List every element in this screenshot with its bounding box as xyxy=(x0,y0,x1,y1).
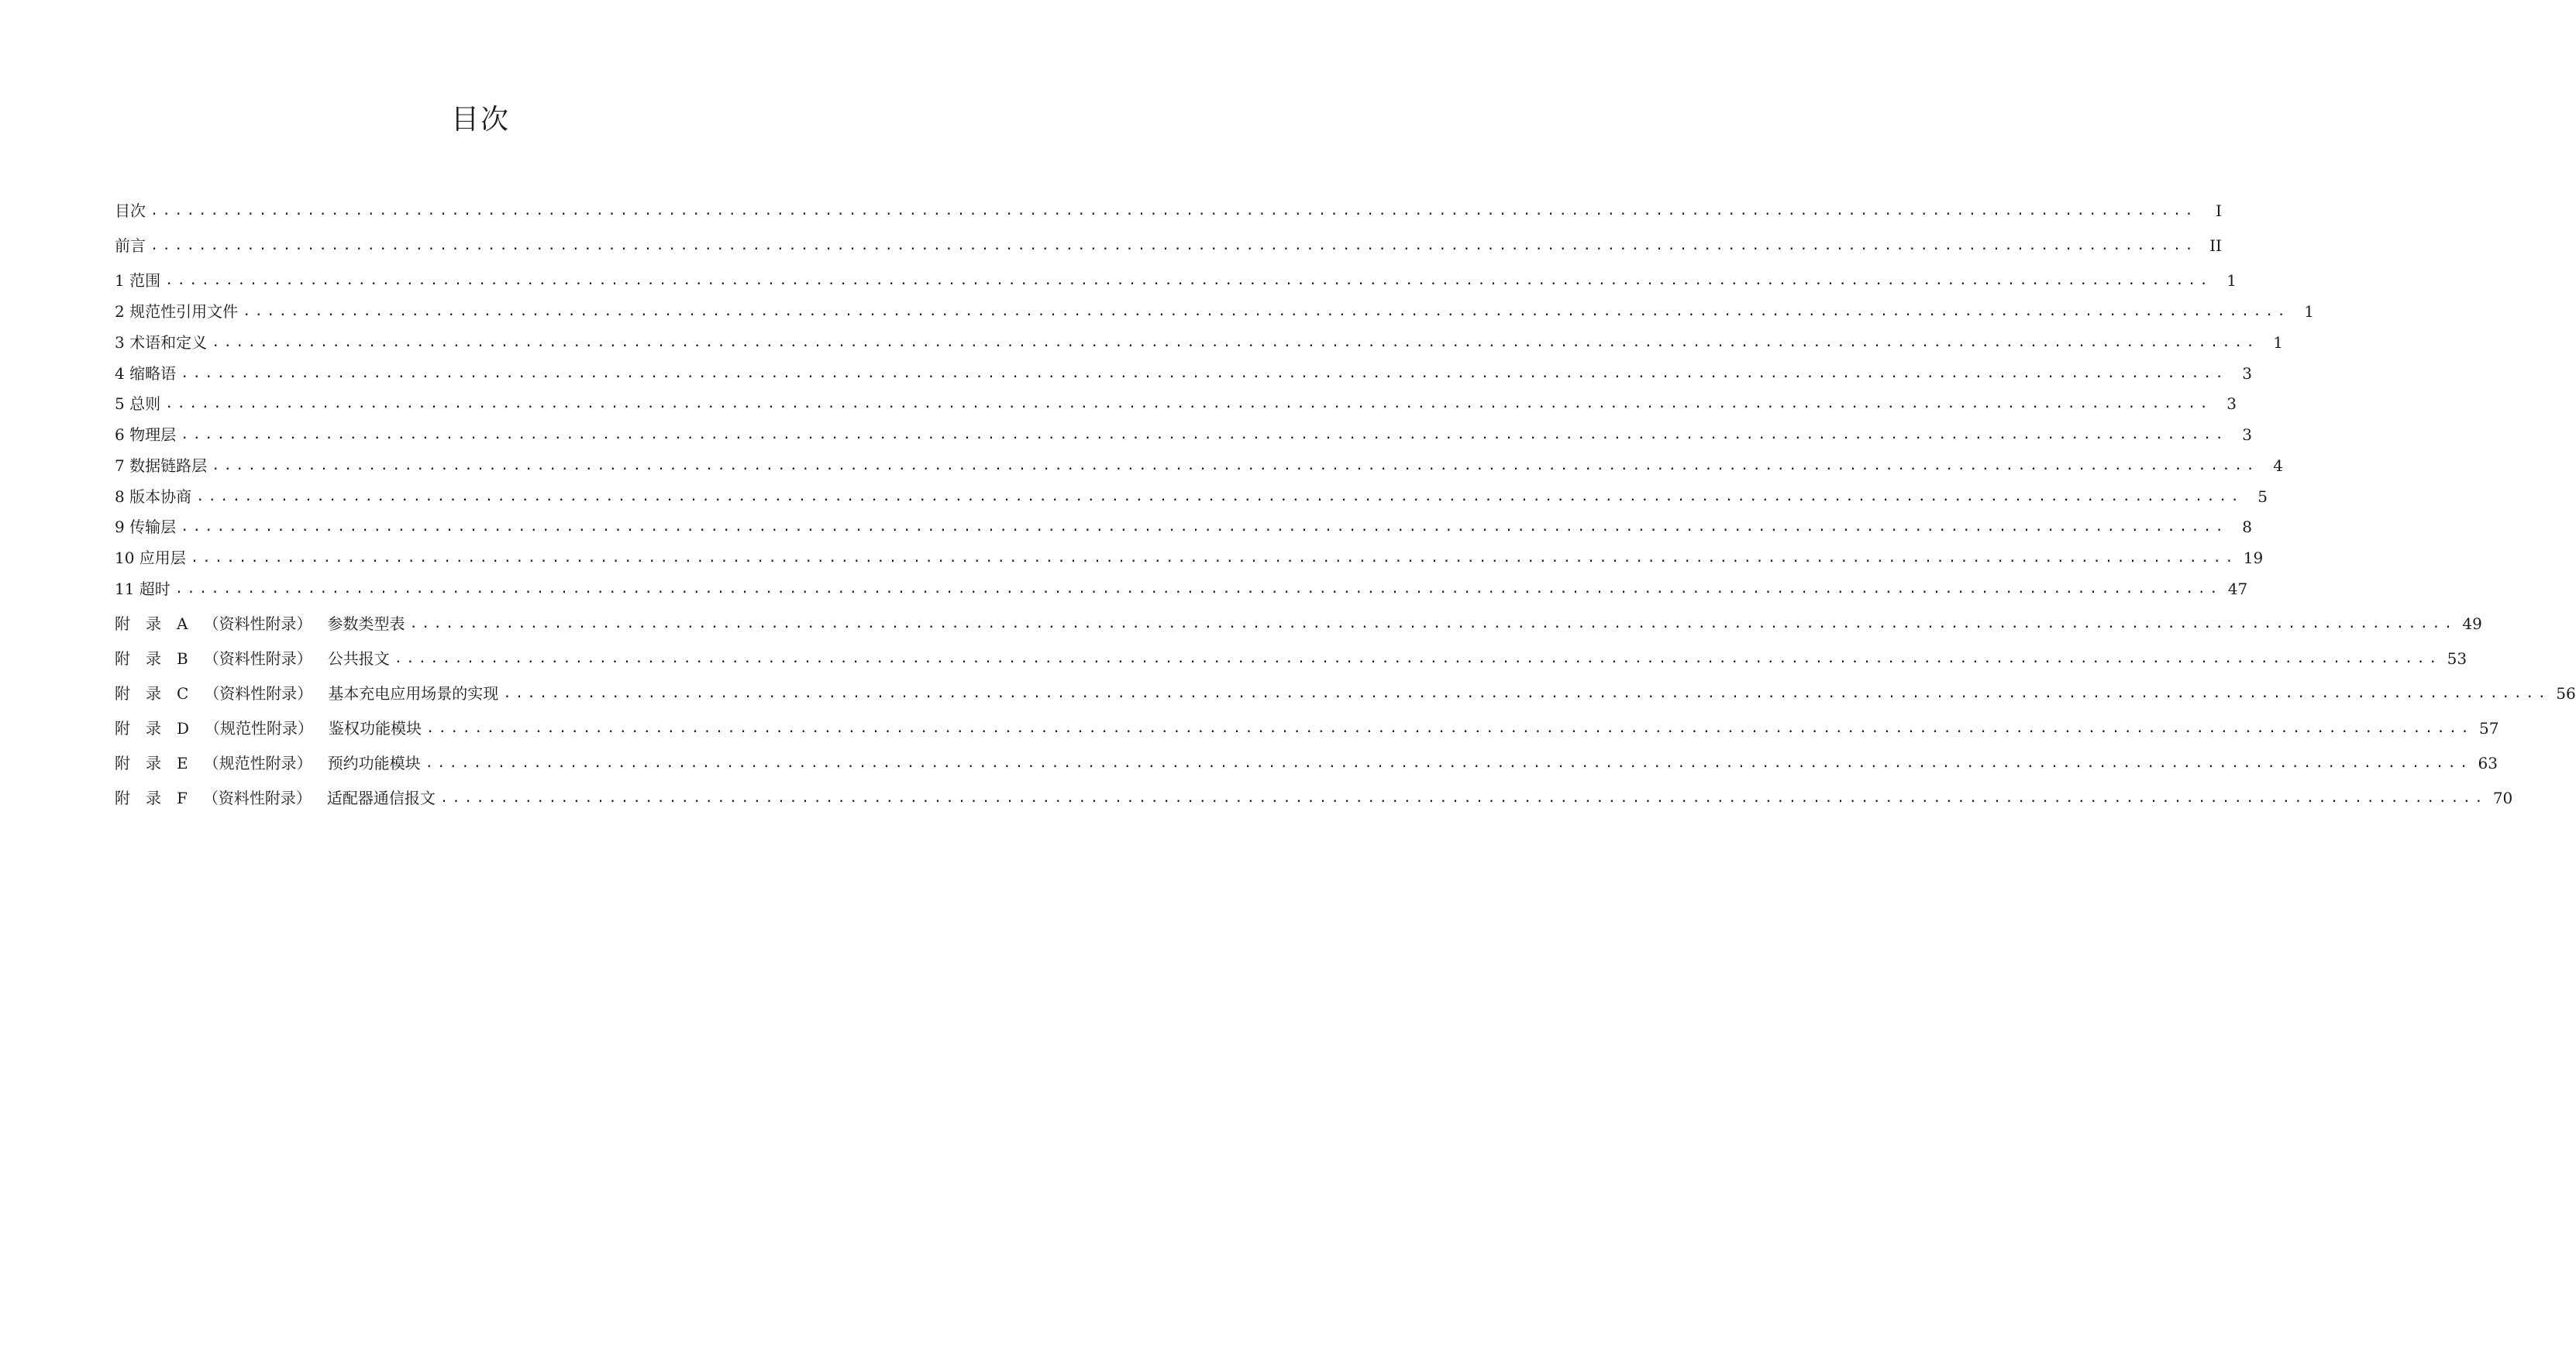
toc-leader-dots: .......................................................................................................................................................................... xyxy=(181,519,2228,535)
annex-name: 预约功能模块 xyxy=(327,754,421,772)
toc-entry[interactable] xyxy=(115,233,2222,256)
toc-leader-dots: .......................................................................................................................................................................... xyxy=(150,238,2197,253)
annex-prefix: 附录 xyxy=(115,719,177,738)
toc-entry-page: 53 xyxy=(2447,649,2468,668)
toc-entry-page: 1 xyxy=(2273,333,2284,352)
toc-annex-entry[interactable] xyxy=(115,646,2468,669)
toc-entry-page: 8 xyxy=(2242,518,2253,536)
toc-leader-dots: .......................................................................................................................................................................... xyxy=(426,721,2473,736)
annex-prefix: 附录 xyxy=(115,789,177,807)
toc-entry-page: 1 xyxy=(2226,271,2237,290)
annex-prefix: 附录 xyxy=(115,754,177,772)
toc-leader-dots: .......................................................................................................................................................................... xyxy=(190,550,2237,566)
toc-annex-label xyxy=(115,613,409,635)
toc-annex-label xyxy=(115,717,426,739)
toc-leader-dots: .......................................................................................................................................................................... xyxy=(150,203,2197,218)
toc-leader-dots: .......................................................................................................................................................................... xyxy=(394,651,2441,666)
toc-entry-label: 11 超时 xyxy=(115,578,175,600)
toc-leader-dots: .......................................................................................................................................................................... xyxy=(174,581,2222,597)
toc-leader-dots: .......................................................................................................................................................................... xyxy=(409,616,2457,631)
annex-prefix: 附录 xyxy=(115,614,177,633)
annex-name: 公共报文 xyxy=(327,649,390,668)
toc-entry-page: 63 xyxy=(2478,754,2498,772)
annex-letter: B xyxy=(177,649,188,668)
toc-entry-page: 47 xyxy=(2227,580,2248,598)
toc-entry-page: 1 xyxy=(2304,302,2315,321)
toc-entry-page: I xyxy=(2216,201,2222,220)
toc-entry[interactable] xyxy=(115,576,2248,600)
toc-entry-label: 目次 xyxy=(115,200,150,222)
toc-leader-dots: .......................................................................................................................................................................... xyxy=(243,304,2290,319)
toc-annex-entry[interactable] xyxy=(115,716,2499,739)
toc-entry-label: 前言 xyxy=(115,235,150,256)
toc-entry-label: 6 物理层 xyxy=(115,424,181,446)
toc-entry-page: 70 xyxy=(2492,789,2513,807)
annex-name: 鉴权功能模块 xyxy=(329,719,422,738)
toc-entry-label: 7 数据链路层 xyxy=(115,455,212,477)
toc-entry-page: 5 xyxy=(2257,487,2268,506)
toc-annex-label xyxy=(115,648,394,669)
annex-name: 适配器通信报文 xyxy=(326,789,436,807)
toc-leader-dots: .......................................................................................................................................................................... xyxy=(165,396,2213,411)
toc-entry-page: 57 xyxy=(2478,719,2499,738)
annex-letter: E xyxy=(177,754,188,772)
annex-type: （资料性附录） xyxy=(203,649,312,668)
toc-entry-page: 4 xyxy=(2273,456,2284,475)
table-of-contents xyxy=(115,0,2576,852)
toc-entry-label: 2 规范性引用文件 xyxy=(115,301,243,322)
toc-entry[interactable] xyxy=(115,514,2253,538)
toc-leader-dots: .......................................................................................................................................................................... xyxy=(439,790,2487,806)
toc-annex-label xyxy=(115,683,503,704)
toc-entry-page: 3 xyxy=(2242,364,2253,383)
toc-leader-dots: .......................................................................................................................................................................... xyxy=(196,489,2244,504)
toc-annex-entry[interactable] xyxy=(115,681,2576,704)
toc-leader-dots: .......................................................................................................................................................................... xyxy=(425,755,2472,771)
annex-prefix: 附录 xyxy=(115,649,177,668)
toc-annex-entry[interactable] xyxy=(115,611,2482,635)
toc-entry[interactable] xyxy=(115,361,2253,384)
toc-leader-dots: .......................................................................................................................................................................... xyxy=(165,273,2213,288)
toc-entry-page: 3 xyxy=(2242,425,2253,444)
toc-annex-label xyxy=(115,787,440,809)
toc-entry-label: 8 版本协商 xyxy=(115,486,196,507)
toc-entry-page: 49 xyxy=(2462,614,2482,633)
annex-type: （资料性附录） xyxy=(203,614,312,633)
annex-type: （资料性附录） xyxy=(204,684,313,703)
annex-type: （规范性附录） xyxy=(205,719,314,738)
toc-annex-entry[interactable] xyxy=(115,786,2513,809)
toc-leader-dots: .......................................................................................................................................................................... xyxy=(181,427,2228,442)
annex-name: 参数类型表 xyxy=(327,614,405,633)
toc-entry-label: 4 缩略语 xyxy=(115,363,181,384)
toc-leader-dots: .......................................................................................................................................................................... xyxy=(181,366,2228,381)
annex-type: （规范性附录） xyxy=(203,754,312,772)
toc-entry[interactable] xyxy=(115,422,2253,446)
toc-entry-label: 10 应用层 xyxy=(115,547,191,569)
toc-entry[interactable] xyxy=(115,545,2264,569)
annex-type: （资料性附录） xyxy=(202,789,312,807)
annex-letter: C xyxy=(177,684,189,703)
toc-entry-label: 1 范围 xyxy=(115,270,165,291)
toc-entry[interactable] xyxy=(115,299,2315,322)
toc-leader-dots: .......................................................................................................................................................................... xyxy=(212,335,2259,350)
toc-entry-page: 19 xyxy=(2243,549,2264,567)
annex-name: 基本充电应用场景的实现 xyxy=(328,684,499,703)
annex-letter: F xyxy=(177,789,188,807)
toc-entry-label: 9 传输层 xyxy=(115,516,181,538)
annex-prefix: 附录 xyxy=(115,684,177,703)
toc-annex-entry[interactable] xyxy=(115,751,2498,774)
annex-letter: D xyxy=(177,719,190,738)
toc-entry-label: 3 术语和定义 xyxy=(115,332,212,353)
toc-entry-page: 3 xyxy=(2226,394,2237,413)
toc-entry-label: 5 总则 xyxy=(115,393,165,415)
toc-entry[interactable] xyxy=(115,484,2268,507)
toc-leader-dots: .......................................................................................................................................................................... xyxy=(503,686,2550,701)
page-title: 目次 xyxy=(450,104,510,136)
toc-entry-page: II xyxy=(2209,236,2222,255)
toc-entry[interactable] xyxy=(115,453,2284,477)
toc-annex-label xyxy=(115,752,425,774)
annex-letter: A xyxy=(177,614,188,633)
toc-entry[interactable] xyxy=(115,391,2237,415)
toc-leader-dots: .......................................................................................................................................................................... xyxy=(212,458,2259,473)
toc-entry[interactable] xyxy=(115,330,2284,353)
toc-entry[interactable] xyxy=(115,198,2222,222)
toc-entry-page: 56 xyxy=(2556,684,2576,703)
toc-entry[interactable] xyxy=(115,268,2237,291)
